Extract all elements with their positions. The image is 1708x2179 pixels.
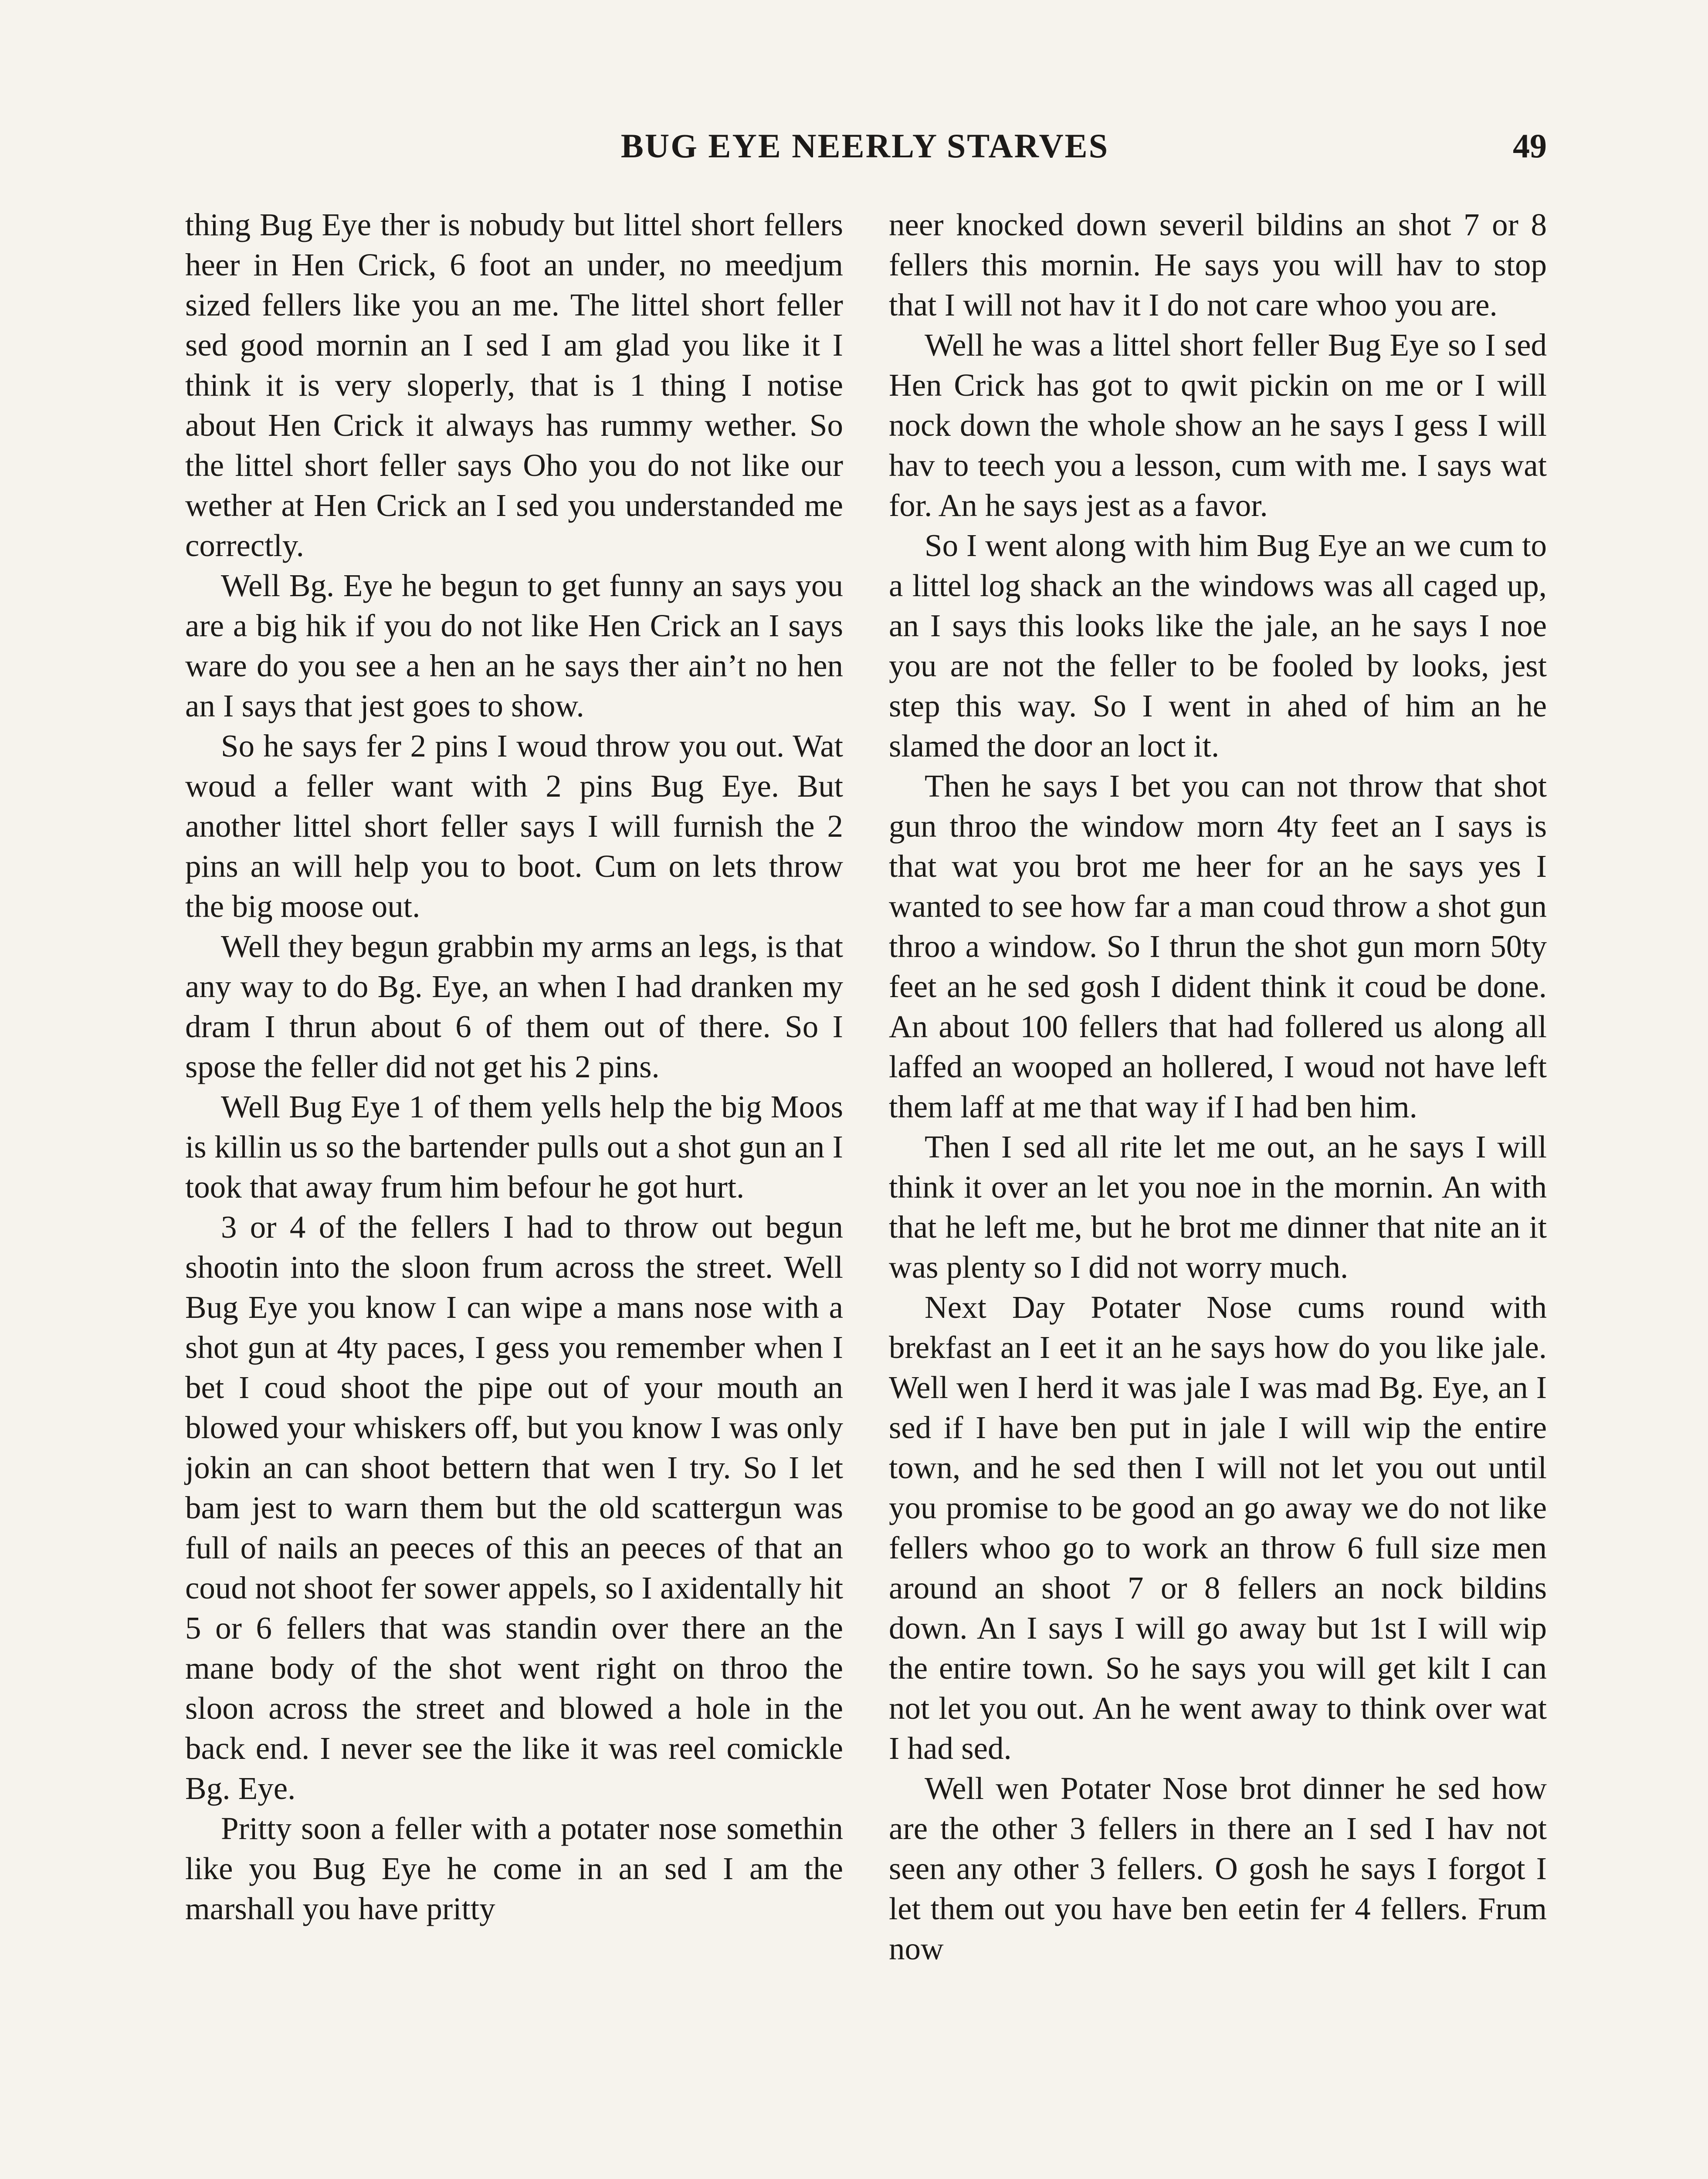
paragraph: neer knocked down severil bildins an shot 7 or 8 fellers this mornin. He says you will hav to stop that I will not hav it I do not care whoo you are. bbox=[889, 207, 1547, 322]
page-number: 49 bbox=[1513, 127, 1547, 165]
paragraph: So he says fer 2 pins I woud throw you out. Wat woud a feller want with 2 pins Bug Eye. But another littel short feller says I will furnish the 2 pins an will help you to boot. Cum on lets throw the big moose out. bbox=[185, 728, 843, 924]
paragraph: Well he was a littel short feller Bug Eye so I sed Hen Crick has got to qwit pickin on me or I will nock down the whole show an he says I gess I will hav to teech you a lesson, cum with me. I says wat for. An he says jest as a favor. bbox=[889, 327, 1547, 523]
page-header bbox=[183, 122, 1547, 170]
paragraph: Pritty soon a feller with a potater nose somethin like you Bug Eye he come in an sed I am the marshall you have pritty bbox=[185, 1811, 843, 1926]
paragraph: thing Bug Eye ther is nobudy but littel short fellers heer in Hen Crick, 6 foot an under, no meedjum sized fellers like you an me. The littel short feller sed good mornin an I sed I am glad you like it I think it is very sloperly, that is 1 thing I notise about Hen Crick it always has rummy wether. So the littel short feller says Oho you do not like our wether at Hen Crick an I sed you understanded me correctly. bbox=[185, 207, 843, 563]
paragraph: So I went along with him Bug Eye an we cum to a littel log shack an the windows was all caged up, an I says this looks like the jale, an he says I noe you are not the feller to be fooled by looks, jest step this way. So I went in ahed of him an he slamed the door an loct it. bbox=[889, 528, 1547, 764]
paragraph: Next Day Potater Nose cums round with brekfast an I eet it an he says how do you like jale. Well wen I herd it was jale I was mad Bg. Eye, an I sed if I have ben put in jale I will wip the entire town, and he sed then I will not let you out until you promise to be good an go away we do not like fellers whoo go to work an throw 6 full size men around an shoot 7 or 8 fellers an nock bildins down. An I says I will go away but 1st I will wip the entire town. So he says you will get kilt I can not let you out. An he went away to think over wat I had sed. bbox=[889, 1290, 1547, 1766]
paragraph: Then he says I bet you can not throw that shot gun throo the window morn 4ty feet an I says is that wat you brot me heer for an he says yes I wanted to see how far a man coud throw a shot gun throo a window. So I thrun the shot gun morn 50ty feet an he sed gosh I dident think it coud be done. An about 100 fellers that had follered us along all laffed an wooped an hollered, I woud not have left them laff at me that way if I had ben him. bbox=[889, 768, 1547, 1124]
paragraph: Well Bg. Eye he begun to get funny an says you are a big hik if you do not like Hen Crick an I says ware do you see a hen an he says ther ain’t no hen an I says that jest goes to show. bbox=[185, 568, 843, 723]
paragraph: Well wen Potater Nose brot dinner he sed how are the other 3 fellers in there an I sed I hav not seen any other 3 fellers. O gosh he says I forgot I let them out you have ben eetin fer 4 fellers. Frum now bbox=[889, 1771, 1547, 1966]
paragraph: Well Bug Eye 1 of them yells help the big Moos is killin us so the bartender pulls out a shot gun an I took that away frum him befour he got hurt. bbox=[185, 1089, 843, 1205]
paragraph: 3 or 4 of the fellers I had to throw out begun shootin into the sloon frum across the street. Well Bug Eye you know I can wipe a mans nose with a shot gun at 4ty paces, I gess you remember when I bet I coud shoot the pipe out of your mouth an blowed your whiskers off, but you know I was only jokin an can shoot bettern that wen I try. So I let bam jest to warn them but the old scattergun was full of nails an peeces of this an peeces of that an coud not shoot fer sower appels, so I axidentally hit 5 or 6 fellers that was standin over there an the mane body of the shot went right on throo the sloon across the street and blowed a hole in the back end. I never see the like it was reel comickle Bg. Eye. bbox=[185, 1209, 843, 1806]
left-column bbox=[185, 205, 843, 1929]
running-title: BUG EYE NEERLY STARVES bbox=[620, 127, 1109, 165]
paragraph: Well they begun grabbin my arms an legs, is that any way to do Bg. Eye, an when I had dranken my dram I thrun about 6 of them out of there. So I spose the feller did not get his 2 pins. bbox=[185, 929, 843, 1084]
right-column bbox=[889, 205, 1547, 1969]
paragraph: Then I sed all rite let me out, an he says I will think it over an let you noe in the mornin. An with that he left me, but he brot me dinner that nite an it was plenty so I did not worry much. bbox=[889, 1129, 1547, 1285]
